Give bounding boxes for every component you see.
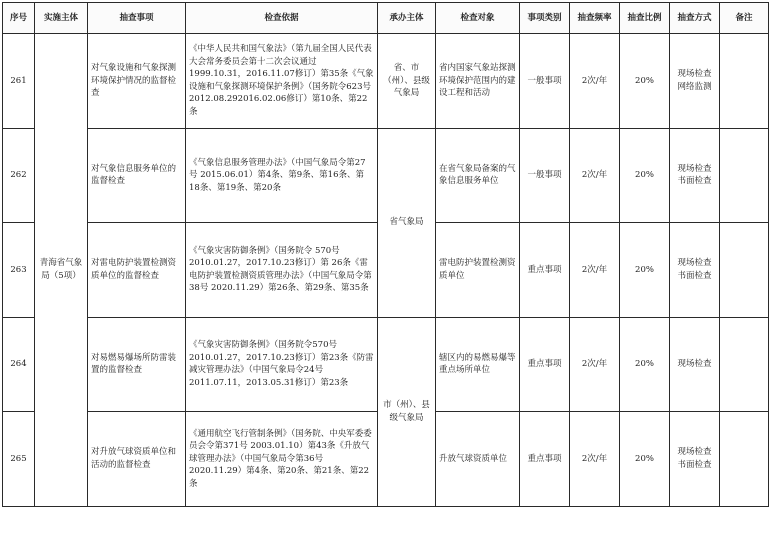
row-number: 262 xyxy=(3,128,35,223)
undertaker: 市（州）、县级气象局 xyxy=(378,317,436,506)
note xyxy=(720,317,769,412)
inspection-basis: 《通用航空飞行管制条例》（国务院、中央军委委员会令第371号 2003.01.10）第43条《升放气球管理办法》（中国气象局令第36号 2020.11.29）第4条、第20条、第21条、第22条 xyxy=(186,412,378,507)
header-cell-method: 抽查方式 xyxy=(670,3,720,34)
table-row xyxy=(3,34,769,129)
inspection-target: 升放气球资质单位 xyxy=(436,412,520,507)
inspection-ratio: 20% xyxy=(620,128,670,223)
inspection-item: 对雷电防护装置检测资质单位的监督检查 xyxy=(88,223,186,318)
item-category: 一般事项 xyxy=(520,34,570,129)
inspection-method: 现场检查 书面检查 xyxy=(670,412,720,507)
header-cell-item: 抽查事项 xyxy=(88,3,186,34)
inspection-ratio: 20% xyxy=(620,317,670,412)
header-cell-undertaker: 承办主体 xyxy=(378,3,436,34)
row-number: 263 xyxy=(3,223,35,318)
inspection-frequency: 2次/年 xyxy=(570,223,620,318)
inspection-frequency: 2次/年 xyxy=(570,34,620,129)
inspection-basis: 《中华人民共和国气象法》（第九届全国人民代表大会常务委员会第十二次会议通过 1999.10.31，2016.11.07修订）第35条《气象设施和气象探测环境保护条例》（国务院令623号 2012.08.292016.02.06修订）第10条、第22条 xyxy=(186,34,378,129)
header-cell-target: 检查对象 xyxy=(436,3,520,34)
item-category: 重点事项 xyxy=(520,412,570,507)
inspection-item: 对易燃易爆场所防雷装置的监督检查 xyxy=(88,317,186,412)
header-row xyxy=(3,3,769,34)
table-row xyxy=(3,317,769,412)
table-row xyxy=(3,128,769,223)
inspection-ratio: 20% xyxy=(620,223,670,318)
inspection-target: 辖区内的易燃易爆等重点场所单位 xyxy=(436,317,520,412)
inspection-target: 省内国家气象站探测环境保护范围内的建设工程和活动 xyxy=(436,34,520,129)
inspection-frequency: 2次/年 xyxy=(570,128,620,223)
note xyxy=(720,412,769,507)
inspection-target: 在省气象局备案的气象信息服务单位 xyxy=(436,128,520,223)
inspection-frequency: 2次/年 xyxy=(570,412,620,507)
implementing-entity: 青海省气象局（5项） xyxy=(35,34,88,507)
undertaker: 省气象局 xyxy=(378,128,436,317)
inspection-item: 对气象信息服务单位的监督检查 xyxy=(88,128,186,223)
inspection-method: 现场检查 网络监测 xyxy=(670,34,720,129)
header-cell-note: 备注 xyxy=(720,3,769,34)
header-cell-ratio: 抽查比例 xyxy=(620,3,670,34)
inspection-basis: 《气象灾害防御条例》（国务院令570号 2010.01.27，2017.10.23修订）第23条《防雷减灾管理办法》（中国气象局令24号 2011.07.11，2013.05.31修订）第23条 xyxy=(186,317,378,412)
item-category: 一般事项 xyxy=(520,128,570,223)
header-cell-category: 事项类别 xyxy=(520,3,570,34)
inspection-frequency: 2次/年 xyxy=(570,317,620,412)
inspection-ratio: 20% xyxy=(620,34,670,129)
note xyxy=(720,223,769,318)
item-category: 重点事项 xyxy=(520,317,570,412)
item-category: 重点事项 xyxy=(520,223,570,318)
inspection-method: 现场检查 书面检查 xyxy=(670,223,720,318)
header-cell-entity: 实施主体 xyxy=(35,3,88,34)
inspection-item: 对升放气球资质单位和活动的监督检查 xyxy=(88,412,186,507)
note xyxy=(720,128,769,223)
row-number: 265 xyxy=(3,412,35,507)
row-number: 261 xyxy=(3,34,35,129)
row-number: 264 xyxy=(3,317,35,412)
inspection-method: 现场检查 xyxy=(670,317,720,412)
inspection-basis: 《气象灾害防御条例》（国务院令 570号 2010.01.27，2017.10.23修订）第 26条《雷电防护装置检测资质管理办法》（中国气象局令第38号 2020.11.29）第26条、第29条、第35条 xyxy=(186,223,378,318)
header-cell-no: 序号 xyxy=(3,3,35,34)
undertaker: 省、市（州）、县级气象局 xyxy=(378,34,436,129)
inspection-item: 对气象设施和气象探测环境保护情况的监督检查 xyxy=(88,34,186,129)
inspection-method: 现场检查 书面检查 xyxy=(670,128,720,223)
inspection-target: 雷电防护装置检测资质单位 xyxy=(436,223,520,318)
header-cell-basis: 检查依据 xyxy=(186,3,378,34)
header-cell-frequency: 抽查频率 xyxy=(570,3,620,34)
inspection-table xyxy=(2,2,769,507)
inspection-ratio: 20% xyxy=(620,412,670,507)
note xyxy=(720,34,769,129)
inspection-basis: 《气象信息服务管理办法》（中国气象局令第27号 2015.06.01）第4条、第9条、第16条、第18条、第19条、第20条 xyxy=(186,128,378,223)
